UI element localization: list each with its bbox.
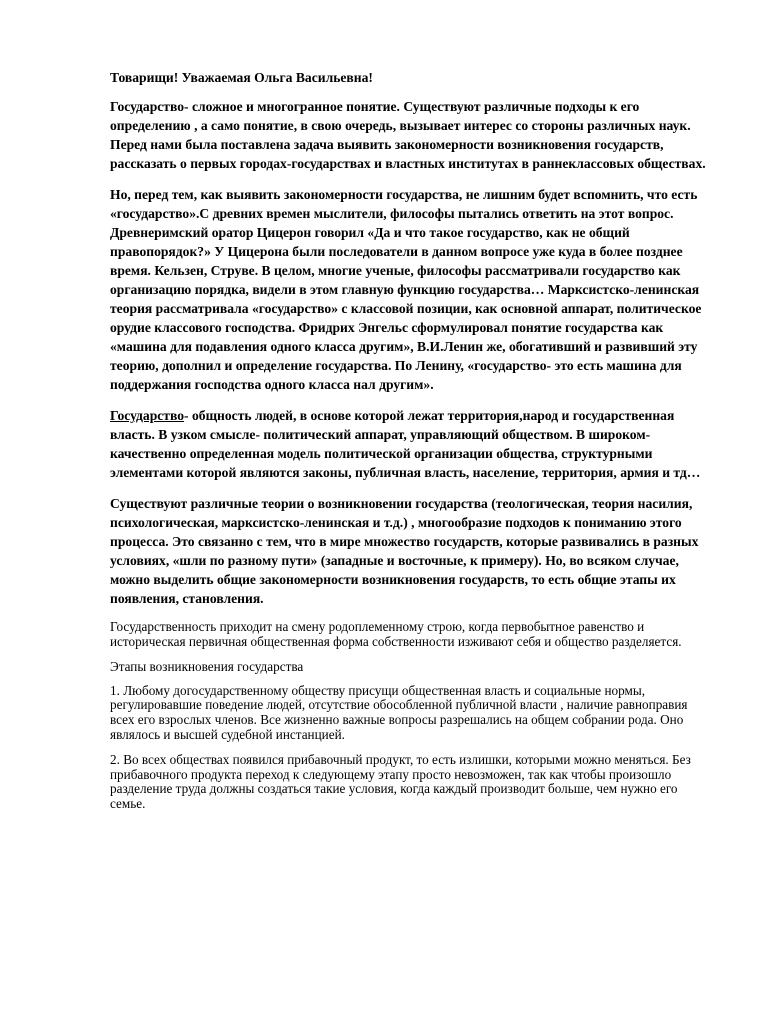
paragraph-statehood: Государственность приходит на смену родоплеменному строю, когда первобытное равенство и историческая первичная общественная форма собственности изживают себя и общество разделяется. bbox=[110, 619, 682, 649]
state-term: Государство bbox=[110, 408, 185, 423]
paragraph-definitions-history: Но, перед тем, как выявить закономерности государства, не лишним будет вспомнить, что есть «государство».С древних времен мыслители, философы пытались ответить на этот вопрос. Древнеримский оратор Цицерон говорил «Да и что такое государство, как не общий правопорядок?» У Цицерона были последователи в данном вопросе уже куда в более позднее время. Кельзен, Струве. В целом, многие ученые, философы рассматривали государство как организацию порядка, видели в этом главную функцию государства… Марксистско-ленинская теория рассматривала «государство» с классовой позиции, как основной аппарат, политическое орудие классового господства. Фридрих Энгельс сформулировал понятие государства как «машина для подавления одного класса другим», В.И.Ленин же, обогативший и развивший эту теорию, дополнил и определение государства. По Ленину, «государство- это есть машина для поддержания господства одного класса нал другим». bbox=[110, 187, 702, 392]
greeting-line: Товарищи! Уважаемая Ольга Васильевна! bbox=[110, 70, 373, 85]
paragraph-state-definition bbox=[110, 406, 710, 482]
stage-1-paragraph: 1. Любому догосударственному обществу присущи общественная власть и социальные нормы, регулировавшие поведение людей, отсутствие обособленной публичной власти , наличие равноправия всех его взрослых членов. Все жизненно важные вопросы разрешались на общем собрании рода. Оно являлось и высшей судебной инстанцией. bbox=[110, 682, 688, 742]
document-body bbox=[110, 68, 710, 823]
stage-2-paragraph: 2. Во всех обществах появился прибавочный продукт, то есть излишки, которыми можно меняться. Без прибавочного продукта переход к следующему этапу просто невозможен, так как чтобы произошло разделение труда должны создаться такие условия, когда каждый производит больше, чем нужно его семье. bbox=[110, 752, 691, 811]
state-definition-text: - общность людей, в основе которой лежат территория,народ и государственная власть. В узком смысле- политический аппарат, управляющий обществом. В широком- качественно определенная модель политической организации общества, структурными элементами которой являются законы, публичная власть, население, территория, армия и тд… bbox=[110, 408, 701, 480]
paragraph-intro: Государство- сложное и многогранное понятие. Существуют различные подходы к его определению , а само понятие, в свою очередь, вызывает интерес со стороны различных наук. Перед нами была поставлена задача выявить закономерности возникновения государств, рассказать о первых городах-государствах и властных институтах в раннеклассовых обществах. bbox=[110, 99, 706, 171]
paragraph-theories: Существуют различные теории о возникновении государства (теологическая, теория насилия, психологическая, марксистско-ленинская и т.д.) , многообразие подходов к пониманию этого процесса. Это связанно с тем, что в мире множество государств, которые развивались в разных условиях, «шли по разному пути» (западные и восточные, к примеру). Но, во всяком случае, можно выделить общие закономерности возникновения государств, то есть общие этапы их появления, становления. bbox=[110, 496, 699, 606]
section-heading-stages: Этапы возникновения государства bbox=[110, 659, 304, 675]
